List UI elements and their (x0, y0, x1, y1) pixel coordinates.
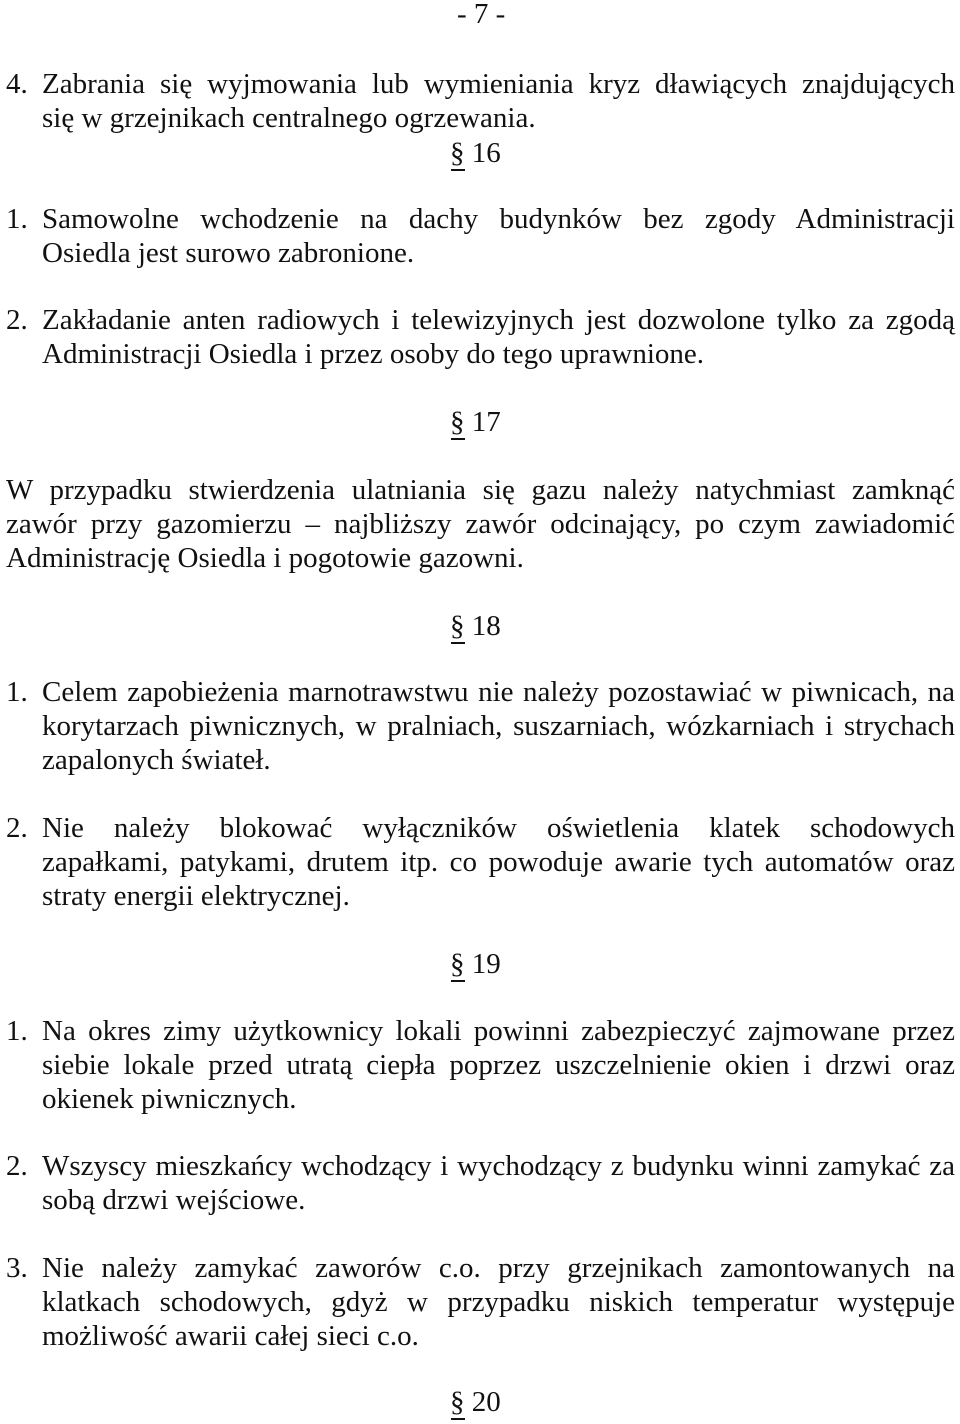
list-number: 2. (6, 1150, 28, 1182)
text-line: korytarzach piwnicznych, w pralniach, suszarniach, wózkarniach i strychach (42, 710, 955, 742)
text-line: możliwość awarii całej sieci c.o. (42, 1320, 419, 1352)
list-number: 1. (6, 676, 28, 708)
list-number: 1. (6, 1015, 28, 1047)
section-heading: § 20 (450, 1386, 501, 1418)
text-line: Zakładanie anten radiowych i telewizyjnych jest dozwolone tylko za zgodą (42, 304, 955, 336)
text-line: zapalonych świateł. (42, 744, 271, 776)
text-line: sobą drzwi wejściowe. (42, 1184, 306, 1216)
list-number: 1. (6, 203, 28, 235)
text-line: Nie należy zamykać zaworów c.o. przy grzejnikach zamontowanych na (42, 1252, 955, 1284)
section-heading: § 19 (450, 948, 501, 980)
text-line: Administrację Osiedla i pogotowie gazowni. (6, 542, 524, 574)
text-line: się w grzejnikach centralnego ogrzewania. (42, 102, 536, 134)
section-heading: § 16 (450, 137, 501, 169)
text-line: Osiedla jest surowo zabronione. (42, 237, 415, 269)
list-number: 3. (6, 1252, 28, 1284)
text-line: siebie lokale przed utratą ciepła poprzez uszczelnienie okien i drzwi oraz (42, 1049, 955, 1081)
page-number: - 7 - (457, 0, 506, 30)
list-number: 4. (6, 68, 28, 100)
list-number: 2. (6, 812, 28, 844)
text-line: zawór przy gazomierzu – najbliższy zawór odcinający, po czym zawiadomić (6, 508, 955, 540)
text-line: Zabrania się wyjmowania lub wymieniania kryz dławiących znajdujących (42, 68, 955, 100)
text-line: straty energii elektrycznej. (42, 880, 350, 912)
text-line: Administracji Osiedla i przez osoby do tego uprawnione. (42, 338, 705, 370)
text-line: W przypadku stwierdzenia ulatniania się gazu należy natychmiast zamknąć (6, 474, 955, 506)
section-heading: § 18 (450, 610, 501, 642)
text-line: Nie należy blokować wyłączników oświetlenia klatek schodowych (42, 812, 955, 844)
text-line: Wszyscy mieszkańcy wchodzący i wychodzący z budynku winni zamykać za (42, 1150, 955, 1182)
text-line: Samowolne wchodzenie na dachy budynków bez zgody Administracji (42, 203, 955, 235)
text-line: Na okres zimy użytkownicy lokali powinni zabezpieczyć zajmowane przez (42, 1015, 955, 1047)
text-line: Celem zapobieżenia marnotrawstwu nie należy pozostawiać w piwnicach, na (42, 676, 955, 708)
text-line: klatkach schodowych, gdyż w przypadku niskich temperatur występuje (42, 1286, 955, 1318)
section-heading: § 17 (450, 406, 501, 438)
text-line: zapałkami, patykami, drutem itp. co powoduje awarie tych automatów oraz (42, 846, 955, 878)
text-line: okienek piwnicznych. (42, 1083, 297, 1115)
list-number: 2. (6, 304, 28, 336)
